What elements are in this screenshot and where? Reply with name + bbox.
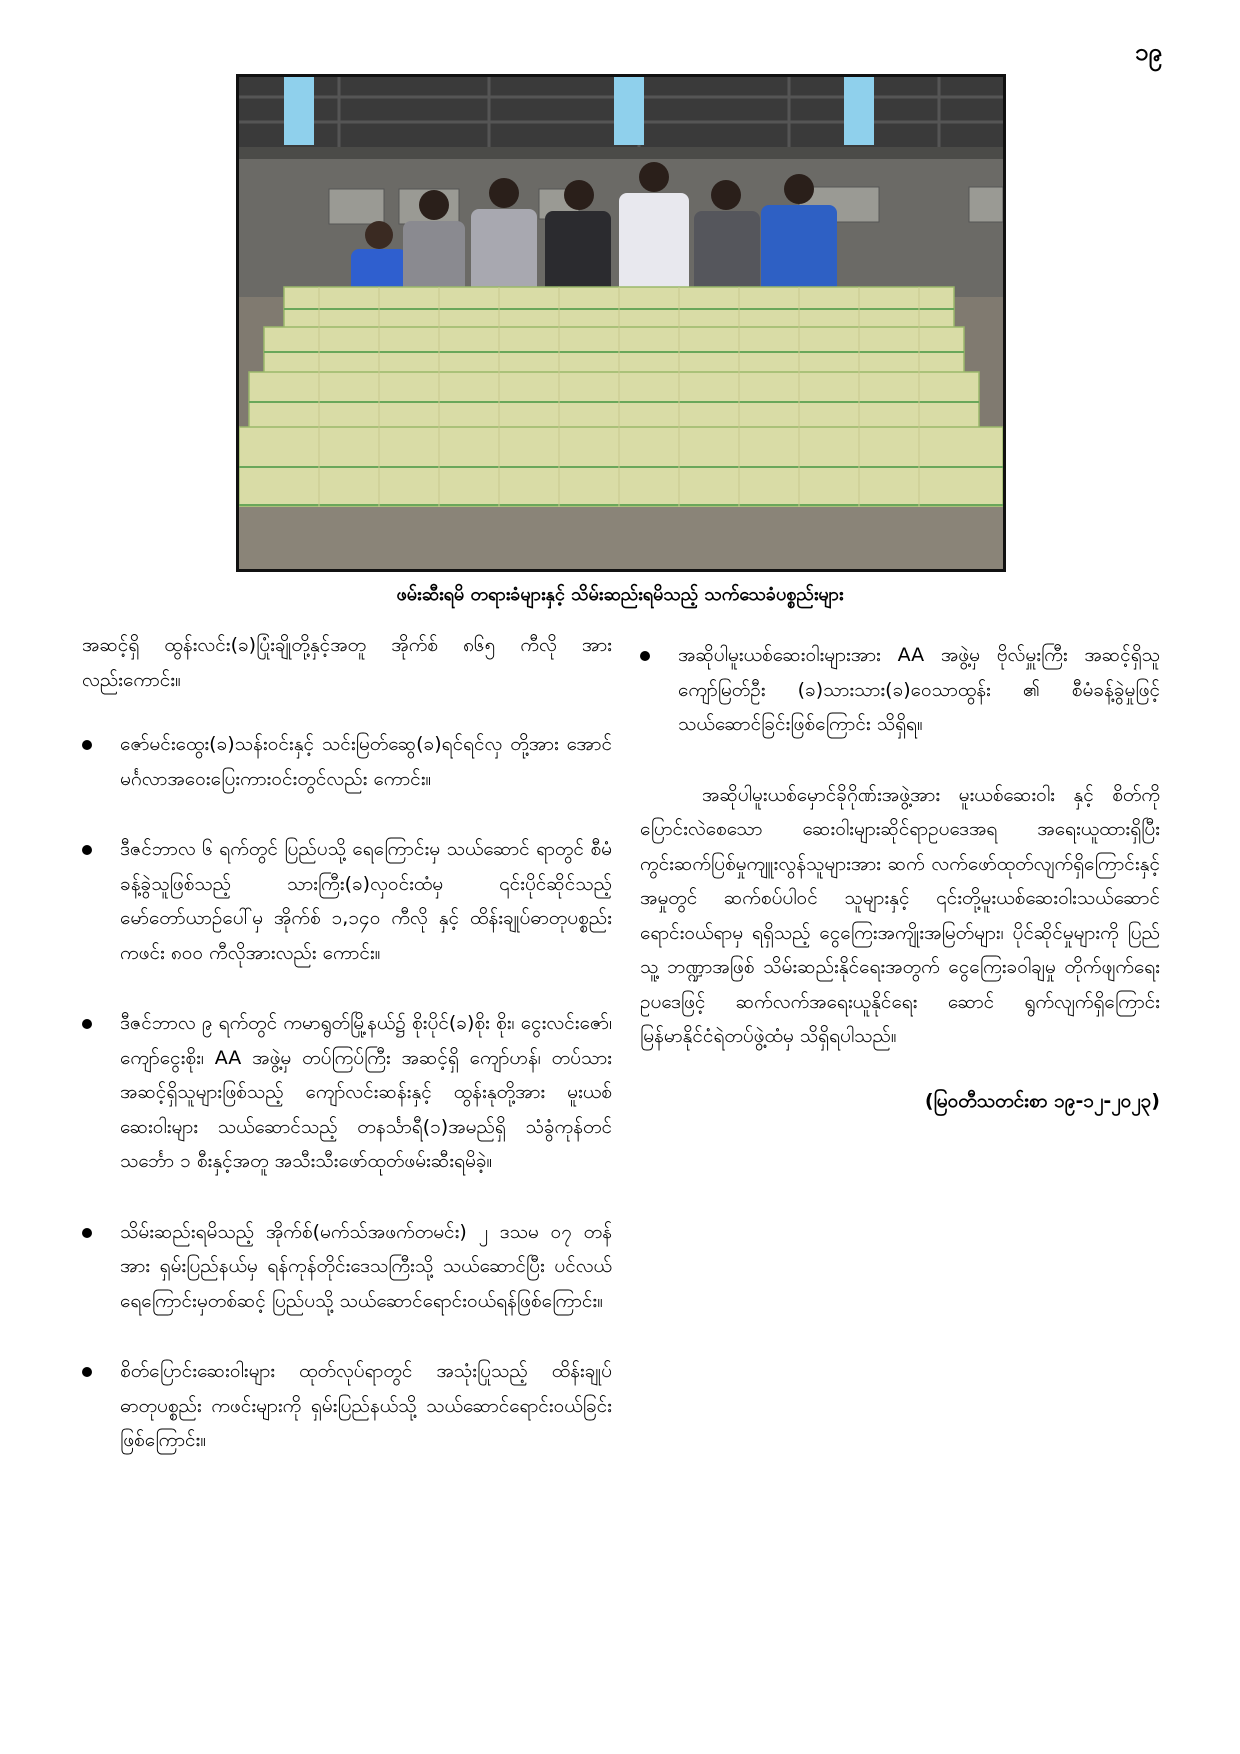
bullet-item: အဆိုပါမူးယစ်ဆေးဝါးများအား AA အဖွဲ့မှ ဗိုလ်မှူးကြီး အဆင့်ရှိသူ ကျော်မြတ်ဦး (ခ)သားသား(ခ)ဝေသာထွန်း ၏ စီမံခန့်ခွဲမှုဖြင့် သယ်ဆောင်ခြင်းဖြစ်ကြောင်း သိရှိရ။ bbox=[640, 638, 1160, 742]
photo-caption: ဖမ်းဆီးရမိ တရားခံများနှင့် သိမ်းဆည်းရမိသည့် သက်သေခံပစ္စည်းများ bbox=[396, 584, 844, 605]
lead-paragraph: အဆင့်ရှိ ထွန်းလင်း(ခ)ပြုံးချိုတို့နှင့်အတူ အိုက်စ် ၈၆၅ ကီလို အားလည်းကောင်း။ bbox=[82, 634, 612, 691]
bullet-item: သိမ်းဆည်းရမိသည့် အိုက်စ်(မက်သ်အဖက်တမင်း) ၂ ဒသမ ၀၇ တန်အား ရှမ်းပြည်နယ်မှ ရန်ကုန်တိုင်းဒေသကြီးသို့ သယ်ဆောင်ပြီး ပင်လယ်ရေကြောင်းမှတစ်ဆင့် ပြည်ပသို့ သယ်ဆောင်ရောင်းဝယ်ရန်ဖြစ်ကြောင်း။ bbox=[82, 1215, 612, 1319]
bullet-item: ဇော်မင်းထွေး(ခ)သန်းဝင်းနှင့် သင်းမြတ်ဆွေ(ခ)ရင်ရင်လှ တို့အား အောင်မင်္ဂလာအဝေးပြေးကားဝင်းတွင်လည်း ကောင်း။ bbox=[82, 727, 612, 796]
page-number: ၁၉ bbox=[1135, 38, 1162, 66]
bullet-item: စိတ်ပြောင်းဆေးဝါးများ ထုတ်လုပ်ရာတွင် အသုံးပြုသည့် ထိန်းချုပ်ဓာတုပစ္စည်း ကဖင်းများကို ရှမ်းပြည်နယ်သို့ သယ်ဆောင်ရောင်းဝယ်ခြင်းဖြစ်ကြောင်း။ bbox=[82, 1354, 612, 1458]
bullet-item: ဒီဇင်ဘာလ ၆ ရက်တွင် ပြည်ပသို့ ရေကြောင်းမှ သယ်ဆောင် ရာတွင် စီမံခန့်ခွဲသူဖြစ်သည့် သားကြီး(ခ)လှဝင်းထံမှ ၎င်းပိုင်ဆိုင်သည့် မော်တော်ယာဉ်ပေါ်မှ အိုက်စ် ၁,၁၄၀ ကီလို နှင့် ထိန်းချုပ်ဓာတုပစ္စည်း ကဖင်း ၈၀၀ ကီလိုအားလည်း ကောင်း။ bbox=[82, 832, 612, 970]
body-paragraph: အဆိုပါမူးယစ်မှောင်ခိုဂိုဏ်းအဖွဲ့အား မူးယစ်ဆေးဝါး နှင့် စိတ်ကိုပြောင်းလဲစေသော ဆေးဝါးများဆိုင်ရာဥပဒေအရ အရေးယူထားရှိပြီး ကွင်းဆက်ပြစ်မှုကျူးလွန်သူများအား ဆက် လက်ဖော်ထုတ်လျက်ရှိကြောင်းနှင့် အမှုတွင် ဆက်စပ်ပါဝင် သူများနှင့် ၎င်းတို့မူးယစ်ဆေးဝါးသယ်ဆောင်ရောင်းဝယ်ရာမှ ရရှိသည့် ငွေကြေးအကျိုးအမြတ်များ၊ ပိုင်ဆိုင်မှုများကို ပြည်သူ့ ဘဏ္ဍာအဖြစ် သိမ်းဆည်းနိုင်ရေးအတွက် ငွေကြေးခဝါချမှု တိုက်ဖျက်ရေးဥပဒေဖြင့် ဆက်လက်အရေးယူနိုင်ရေး ဆောင် ရွက်လျက်ရှိကြောင်း မြန်မာနိုင်ငံရဲတပ်ဖွဲ့ထံမှ သိရှိရပါသည်။ bbox=[640, 783, 1160, 1047]
right-column bbox=[640, 638, 1160, 1137]
bullet-item: ဒီဇင်ဘာလ ၉ ရက်တွင် ကမာရွတ်မြို့နယ်၌ စိုးပိုင်(ခ)စိုး စိုး၊ ငွေးလင်းဇော်၊ ကျော်ငွေးစိုး၊ AA အဖွဲ့မှ တပ်ကြပ်ကြီး အဆင့်ရှိ ကျော်ဟန်၊ တပ်သားအဆင့်ရှိသူများဖြစ်သည့် ကျော်လင်းဆန်းနှင့် ထွန်းနုတို့အား မူးယစ်ဆေးဝါးများ သယ်ဆောင်သည့် တနင်္သာရီ(၁)အမည်ရှိ သံခွံကုန်တင် သင်္ဘော ၁ စီးနှင့်အတူ အသီးသီးဖော်ထုတ်ဖမ်းဆီးရမိခဲ့။ bbox=[82, 1006, 612, 1179]
left-column bbox=[82, 628, 612, 1494]
seized-drugs-photo bbox=[236, 74, 1006, 572]
source-citation: (မြဝတီသတင်းစာ ၁၉-၁၂-၂၀၂၃) bbox=[924, 1089, 1160, 1112]
photo-illustration bbox=[239, 77, 1003, 569]
